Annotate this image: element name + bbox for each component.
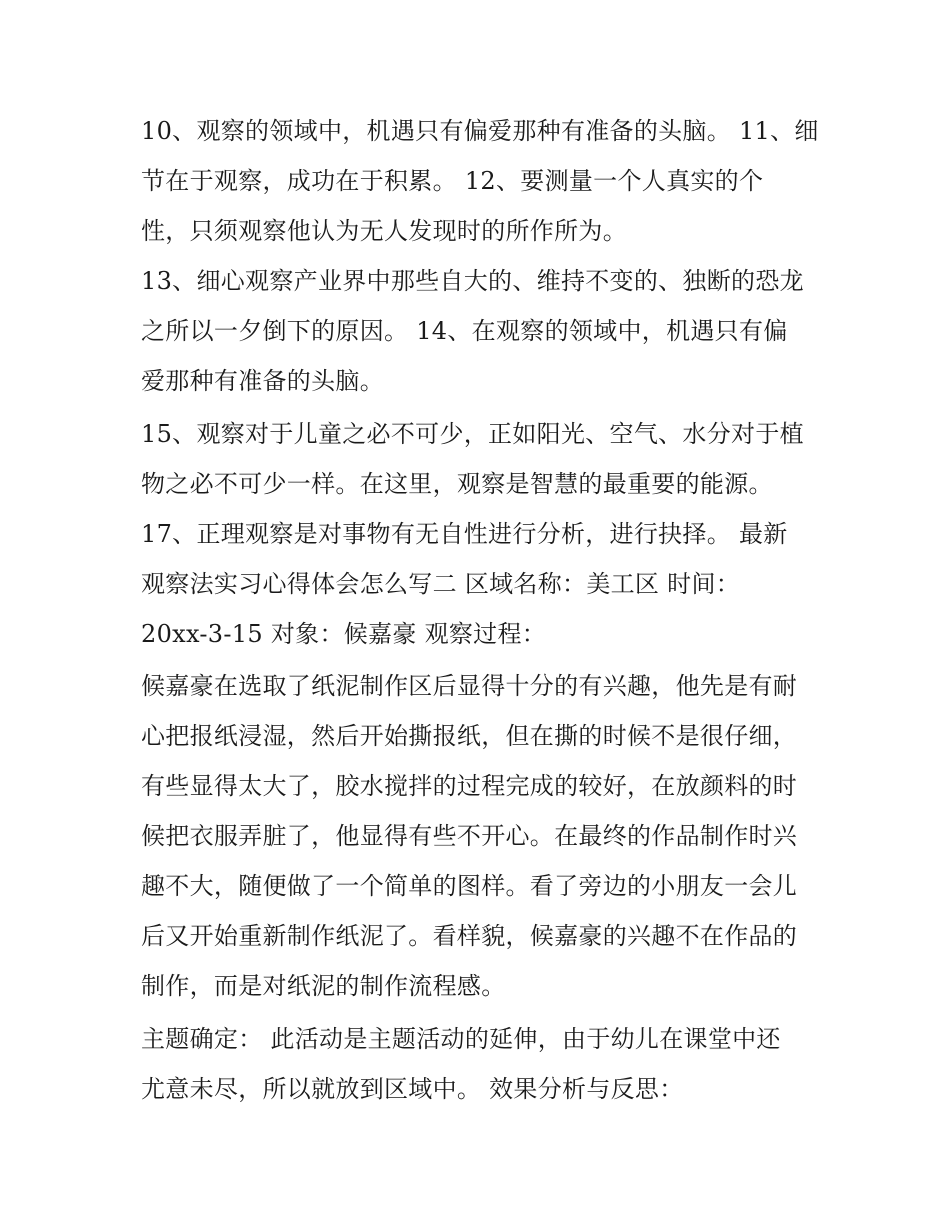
text-line: 观察法实习心得体会怎么写二 区域名称：美工区 时间： [141,570,741,598]
text-line: 爱那种有准备的头脑。 [141,367,384,395]
text-line: 有些显得太大了，胶水搅拌的过程完成的较好，在放颜料的时 [141,772,798,800]
text-line: 节在于观察，成功在于积累。 12、要测量一个人真实的个 [141,167,764,195]
text-line: 候嘉豪在选取了纸泥制作区后显得十分的有兴趣，他先是有耐 [141,672,798,700]
text-line: 10、观察的领域中，机遇只有偏爱那种有准备的头脑。 11、细 [141,117,819,145]
text-line: 20xx-3-15 对象：候嘉豪 观察过程： [141,620,547,648]
text-line: 13、细心观察产业界中那些自大的、维持不变的、独断的恐龙 [141,267,804,295]
text-line: 物之必不可少一样。在这里，观察是智慧的最重要的能源。 [141,470,773,498]
text-line: 候把衣服弄脏了，他显得有些不开心。在最终的作品制作时兴 [141,822,798,850]
text-line: 尤意未尽，所以就放到区域中。 效果分析与反思： [141,1075,684,1103]
text-line: 性，只须观察他认为无人发现时的所作所为。 [141,217,627,245]
text-line: 之所以一夕倒下的原因。 14、在观察的领域中，机遇只有偏 [141,317,788,345]
text-line: 17、正理观察是对事物有无自性进行分析，进行抉择。 最新 [141,520,788,548]
text-line: 后又开始重新制作纸泥了。看样貌，候嘉豪的兴趣不在作品的 [141,922,798,950]
text-line: 趣不大，随便做了一个简单的图样。看了旁边的小朋友一会儿 [141,872,798,900]
text-line: 制作，而是对纸泥的制作流程感。 [141,972,506,1000]
text-line: 15、观察对于儿童之必不可少，正如阳光、空气、水分对于植 [141,420,804,448]
text-line: 心把报纸浸湿，然后开始撕报纸，但在撕的时候不是很仔细， [141,722,798,750]
text-line: 主题确定： 此活动是主题活动的延伸，由于幼儿在课堂中还 [141,1025,781,1053]
